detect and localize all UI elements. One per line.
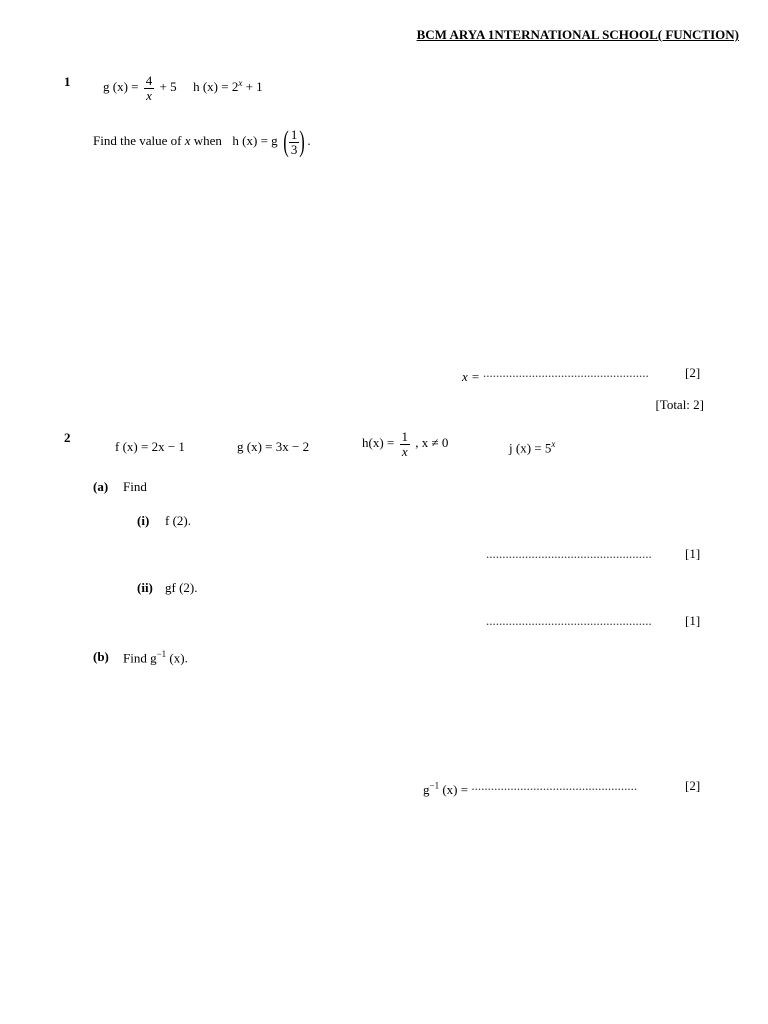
q2-a-i-dots: ................................................... — [486, 546, 652, 561]
question-number-2: 2 — [64, 430, 71, 445]
q1-answer-mark: [2] — [685, 365, 701, 380]
q2-part-b-sup: −1 — [156, 649, 167, 659]
q1-condition-end: . — [307, 132, 311, 148]
q2-h-numerator: 1 — [401, 429, 408, 444]
q1-function-definitions — [103, 74, 263, 102]
q2-part-b-post: (x). — [169, 650, 188, 666]
q2-j-lhs: j (x) = 5 — [509, 440, 552, 456]
q1-answer-blank[interactable]: ................................................... — [483, 365, 649, 380]
q2-a-ii-mark: [1] — [685, 613, 701, 628]
q2-a-ii-text: gf (2). — [165, 580, 198, 595]
q2-b-answer-line — [423, 778, 649, 798]
q1-prompt-var: x — [184, 132, 191, 148]
q2-g-definition: g (x) = 3x − 2 — [237, 439, 310, 454]
q1-g-rest: + 5 — [159, 79, 177, 95]
q2-j-exponent: x — [551, 439, 556, 449]
q1-condition-fraction — [289, 128, 300, 156]
q1-close-paren: ) — [299, 125, 306, 158]
q2-part-b-pre: Find g — [123, 650, 157, 666]
q2-h-fraction — [400, 430, 411, 458]
q1-condition-numerator: 1 — [290, 126, 298, 142]
q1-prompt-when: when — [193, 132, 222, 148]
q2-part-a-label: (a) — [93, 479, 109, 494]
q1-g-fraction — [144, 74, 155, 102]
q1-open-paren: ( — [283, 125, 289, 158]
q2-b-answer-sup: −1 — [429, 780, 440, 791]
q1-h-exponent: x — [238, 77, 243, 88]
q1-h-lhs: h (x) = 2 — [193, 79, 239, 95]
q1-answer-label: x = — [462, 369, 480, 384]
q1-g-lhs: g (x) = — [103, 79, 139, 95]
q1-total-mark: [Total: 2] — [655, 397, 704, 412]
q1-prompt — [93, 127, 311, 157]
q2-h-definition — [362, 430, 448, 458]
q2-a-ii-answer-blank[interactable] — [486, 613, 664, 633]
q1-condition-lhs: h (x) = g — [232, 132, 278, 148]
page-title: BCM ARYA 1NTERNATIONAL SCHOOL( FUNCTION) — [416, 27, 739, 42]
q2-b-mark: [2] — [685, 778, 701, 793]
q2-h-denominator: x — [401, 443, 408, 459]
q2-b-answer-post: (x) = — [442, 782, 469, 797]
q2-a-i-answer-blank[interactable] — [486, 546, 664, 566]
q2-a-i-text: f (2). — [165, 513, 191, 528]
q1-condition-denominator: 3 — [290, 141, 298, 157]
q2-b-answer-blank[interactable]: ................................................... — [471, 778, 638, 793]
q1-g-denominator: x — [146, 87, 152, 103]
q1-h-rest: + 1 — [245, 79, 263, 95]
q2-h-lhs: h(x) = — [362, 435, 395, 451]
q2-a-i-label: (i) — [137, 513, 150, 528]
q2-h-condition: , x ≠ 0 — [415, 435, 449, 451]
q1-g-numerator: 4 — [145, 73, 153, 88]
q2-a-ii-label: (ii) — [137, 580, 153, 595]
q2-part-b-text — [123, 649, 188, 666]
q2-part-b-label: (b) — [93, 649, 109, 664]
q2-a-ii-dots: ................................................... — [486, 613, 652, 628]
question-number-1: 1 — [64, 74, 71, 89]
q2-a-i-mark: [1] — [685, 546, 701, 561]
q2-j-definition — [509, 439, 555, 456]
q1-answer-line — [462, 365, 661, 385]
q2-b-answer-pre: g — [423, 782, 430, 797]
q2-f-definition: f (x) = 2x − 1 — [115, 439, 185, 454]
q1-prompt-text: Find the value of — [93, 132, 182, 148]
q2-part-a-text: Find — [123, 479, 147, 494]
